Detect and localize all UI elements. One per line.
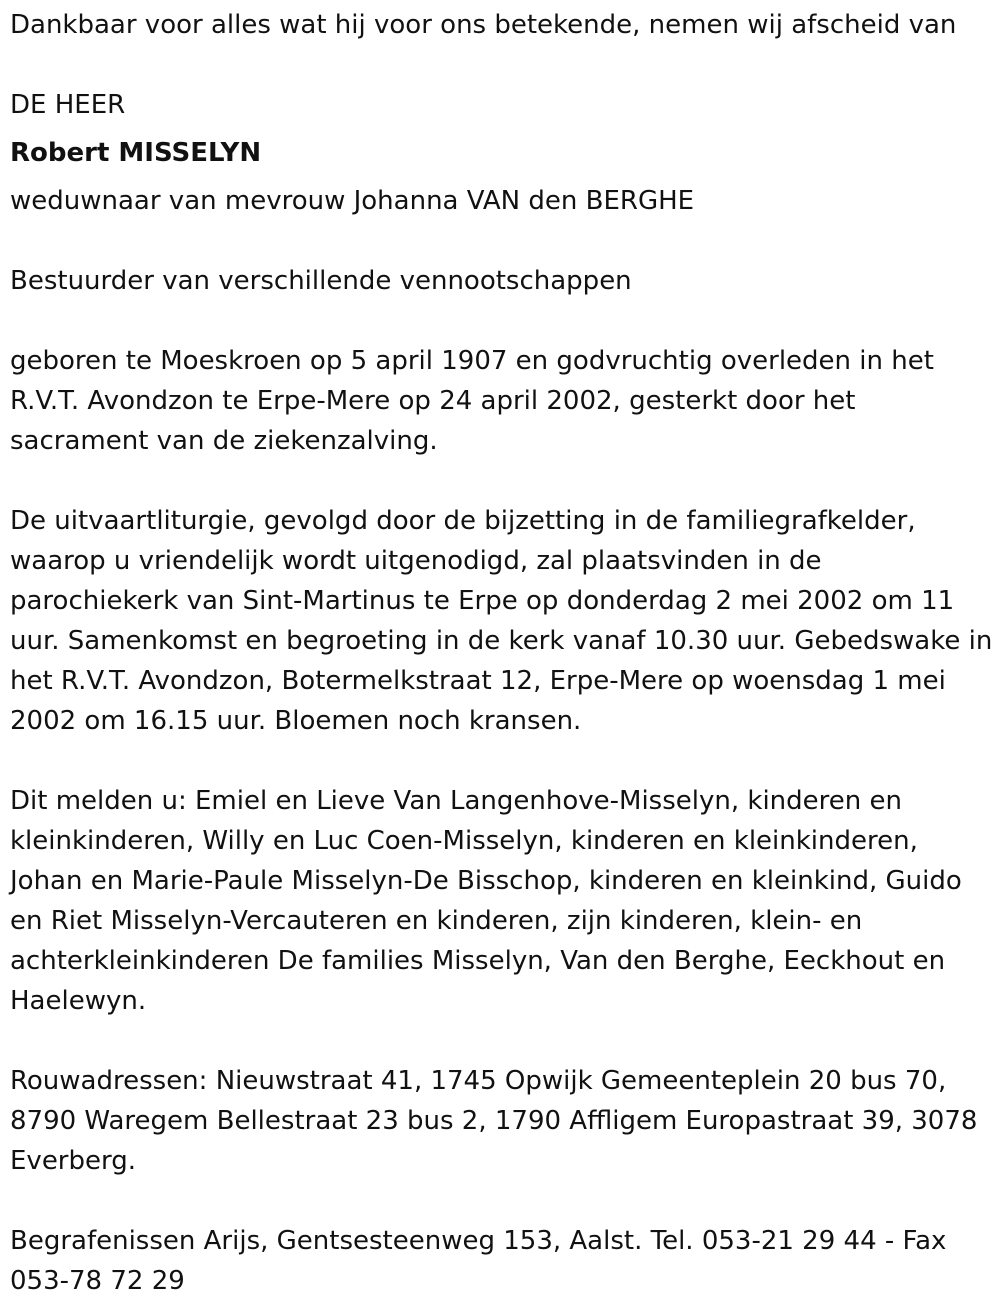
intro-text: Dankbaar voor alles wat hij voor ons betekende, nemen wij afscheid van (10, 10, 957, 40)
occupation-text: Bestuurder van verschillende vennootschappen (10, 266, 632, 296)
deceased-name: Robert MISSELYN (10, 138, 262, 168)
family-paragraph: Dit melden u: Emiel en Lieve Van Langenhove-Misselyn, kinderen en kleinkinderen, Willy en Luc Coen-Misselyn, kinderen en kleinkinderen, Johan en Marie-Paule Misselyn-De Bisschop, kinderen en kleinkind, Guido en Riet Misselyn-Vercauteren en kinderen, zijn kinderen, klein- en achterkleinkinderen De families Misselyn, Van den Berghe, Eeckhout en Haelewyn. (10, 786, 962, 1016)
undertaker-paragraph: Begrafenissen Arijs, Gentsesteenweg 153, Aalst. Tel. 053-21 29 44 - Fax 053-78 72 29 (10, 1226, 947, 1296)
birth-death-paragraph: geboren te Moeskroen op 5 april 1907 en godvruchtig overleden in het R.V.T. Avondzon te Erpe-Mere op 24 april 2002, gesterkt door het sacrament van de ziekenzalving. (10, 346, 934, 456)
funeral-paragraph: De uitvaartliturgie, gevolgd door de bijzetting in de familiegrafkelder, waarop u vriendelijk wordt uitgenodigd, zal plaatsvinden in de parochiekerk van Sint-Martinus te Erpe op donderdag 2 mei 2002 om 11 uur. Samenkomst en begroeting in de kerk vanaf 10.30 uur. Gebedswake in het R.V.T. Avondzon, Botermelkstraat 12, Erpe-Mere op woensdag 1 mei 2002 om 16.15 uur. Bloemen noch kransen. (10, 506, 993, 736)
spouse-text: weduwnaar van mevrouw Johanna VAN den BERGHE (10, 186, 695, 216)
addresses-paragraph: Rouwadressen: Nieuwstraat 41, 1745 Opwijk Gemeenteplein 20 bus 70, 8790 Waregem Bellestraat 23 bus 2, 1790 Affligem Europastraat 39, 3078 Everberg. (10, 1066, 978, 1176)
title-text: DE HEER (10, 90, 126, 120)
